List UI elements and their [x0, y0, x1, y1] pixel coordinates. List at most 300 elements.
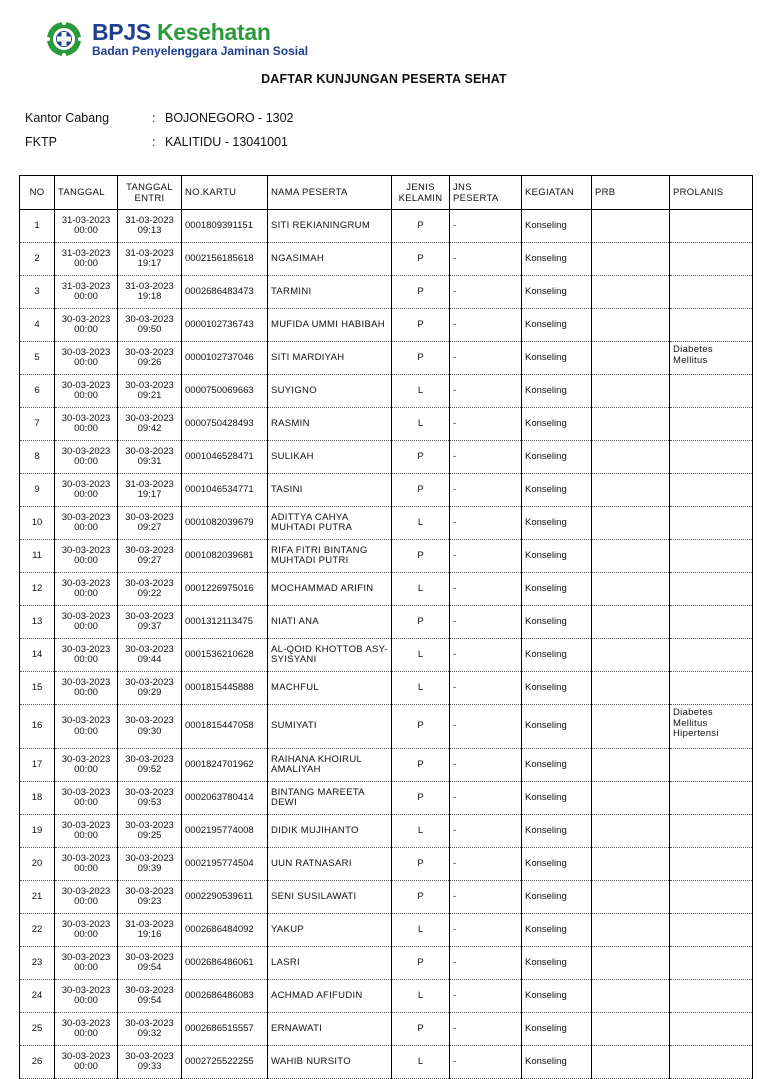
cell-prolanis: Diabetes Mellitus Hipertensi	[673, 707, 719, 739]
cell-no: 7	[34, 417, 40, 429]
header-prb: PRB	[592, 176, 670, 210]
cell-jns-peserta: -	[453, 615, 457, 627]
table-row	[20, 705, 753, 749]
cell-tanggal-date: 31-03-2023	[61, 280, 111, 292]
cell-tanggal-time: 00:00	[74, 962, 98, 973]
cell-jenis-kelamin: P	[417, 219, 424, 231]
cell-entri-time: 09:44	[137, 654, 162, 665]
cell-jenis-kelamin: P	[417, 351, 424, 363]
cell-entri-time: 09:31	[137, 456, 162, 467]
cell-tanggal-time: 00:00	[74, 830, 98, 841]
cell-jenis-kelamin: L	[417, 989, 424, 1001]
cell-nama-peserta: DIDIK MUJIHANTO	[271, 824, 359, 836]
cell-no-kartu: 0002195774504	[185, 857, 254, 869]
header-nama-peserta: NAMA PESERTA	[268, 176, 392, 210]
cell-kegiatan: Konseling	[525, 615, 567, 627]
cell-jenis-kelamin: P	[417, 758, 424, 770]
cell-entri-time: 09:52	[137, 764, 162, 775]
cell-no: 22	[31, 923, 43, 935]
cell-kegiatan: Konseling	[525, 956, 567, 968]
cell-entri-date: 30-03-2023	[125, 346, 174, 358]
cell-entri-date: 30-03-2023	[125, 819, 174, 831]
cell-jenis-kelamin: P	[417, 1022, 424, 1034]
cell-jns-peserta: -	[453, 384, 457, 396]
cell-tanggal-date: 30-03-2023	[61, 577, 111, 589]
cell-nama-peserta: SULIKAH	[271, 450, 314, 462]
cell-kegiatan: Konseling	[525, 318, 567, 330]
cell-entri-time: 19:18	[137, 291, 162, 302]
cell-entri-time: 09:54	[137, 962, 162, 973]
cell-no: 11	[32, 549, 42, 561]
cell-no: 19	[31, 824, 43, 836]
cell-entri-time: 09:53	[137, 797, 162, 808]
cell-kegiatan: Konseling	[525, 384, 567, 396]
cell-nama-peserta: UUN RATNASARI	[271, 857, 352, 869]
cell-no-kartu: 0001815447058	[185, 720, 254, 732]
cell-tanggal-date: 30-03-2023	[61, 984, 111, 996]
cell-tanggal-time: 00:00	[74, 863, 98, 874]
cell-no: 14	[31, 648, 43, 660]
table-row	[20, 947, 753, 980]
cell-jns-peserta: -	[453, 219, 457, 231]
cell-jenis-kelamin: P	[417, 857, 424, 869]
cell-entri-date: 30-03-2023	[125, 577, 174, 589]
cell-jenis-kelamin: L	[417, 582, 424, 594]
cell-entri-date: 31-03-2023	[125, 478, 174, 490]
cell-jns-peserta: -	[453, 857, 457, 869]
table-row	[20, 573, 753, 606]
cell-entri-date: 30-03-2023	[125, 885, 174, 897]
cell-nama-peserta: MACHFUL	[271, 681, 320, 693]
cell-nama-peserta: RIFA FITRI BINTANG MUHTADI PUTRI	[271, 544, 368, 566]
page-header	[44, 18, 308, 60]
cell-jns-peserta: -	[453, 450, 457, 462]
cell-no-kartu: 0000750428493	[185, 417, 254, 429]
cell-no: 12	[31, 582, 43, 594]
cell-tanggal-time: 00:00	[74, 225, 98, 236]
cell-no-kartu: 0001046528471	[185, 450, 254, 462]
cell-no: 1	[34, 219, 40, 231]
cell-tanggal-date: 30-03-2023	[61, 610, 111, 622]
cell-no: 9	[34, 483, 40, 495]
cell-kegiatan: Konseling	[525, 516, 567, 528]
cell-tanggal-date: 30-03-2023	[61, 445, 111, 457]
cell-jns-peserta: -	[453, 648, 457, 660]
cell-entri-time: 09:42	[137, 423, 162, 434]
cell-entri-time: 19:16	[137, 929, 162, 940]
cell-entri-time: 09:22	[137, 588, 162, 599]
cell-tanggal-time: 00:00	[74, 1061, 98, 1072]
cell-jns-peserta: -	[453, 989, 457, 1001]
cell-jns-peserta: -	[453, 758, 457, 770]
table-row	[20, 243, 753, 276]
cell-entri-time: 09:30	[137, 725, 162, 737]
cell-nama-peserta: AL-QOID KHOTTOB ASY-SYISYANI	[271, 643, 388, 665]
cell-jns-peserta: -	[453, 582, 457, 594]
cell-no-kartu: 0002686483473	[185, 285, 254, 297]
brand-text	[92, 20, 308, 58]
cell-kegiatan: Konseling	[525, 923, 567, 935]
cell-entri-time: 19:17	[137, 258, 162, 269]
cell-entri-date: 30-03-2023	[125, 984, 174, 996]
cell-tanggal-date: 30-03-2023	[61, 478, 111, 490]
header-tanggal-entri: TANGGAL ENTRI	[118, 176, 182, 210]
cell-tanggal-time: 00:00	[74, 764, 98, 775]
table-row	[20, 375, 753, 408]
cell-kegiatan: Konseling	[525, 791, 567, 803]
brand-subtitle: Badan Penyelenggara Jaminan Sosial	[92, 44, 309, 58]
table-row	[20, 540, 753, 573]
cell-jns-peserta: -	[453, 923, 457, 935]
table-row	[20, 309, 753, 342]
cell-tanggal-date: 30-03-2023	[61, 819, 111, 831]
cell-entri-date: 30-03-2023	[125, 1050, 174, 1062]
cell-no-kartu: 0002686484092	[185, 923, 254, 935]
cell-tanggal-time: 00:00	[74, 390, 98, 401]
cell-no: 5	[34, 351, 40, 363]
cell-kegiatan: Konseling	[525, 824, 567, 836]
cell-nama-peserta: SUMIYATI	[271, 720, 317, 732]
cell-entri-time: 09:21	[137, 390, 162, 401]
visit-table	[19, 175, 753, 1079]
brand-name	[92, 20, 308, 44]
cell-entri-time: 09:27	[137, 522, 162, 533]
cell-entri-date: 30-03-2023	[125, 544, 174, 556]
cell-jns-peserta: -	[453, 549, 457, 561]
cell-entri-time: 09:26	[137, 357, 162, 368]
cell-jns-peserta: -	[453, 483, 457, 495]
cell-no: 13	[31, 615, 43, 627]
cell-tanggal-date: 30-03-2023	[61, 1050, 111, 1062]
cell-tanggal-time: 00:00	[74, 654, 98, 665]
cell-tanggal-time: 00:00	[74, 929, 98, 940]
cell-no-kartu: 0001082039679	[185, 516, 254, 528]
cell-tanggal-time: 00:00	[74, 555, 98, 566]
cell-tanggal-time: 00:00	[74, 423, 98, 434]
cell-no-kartu: 0002290539611	[185, 890, 253, 902]
cell-no: 3	[34, 285, 40, 297]
table-row	[20, 672, 753, 705]
cell-entri-time: 09:23	[137, 896, 162, 907]
cell-nama-peserta: SENI SUSILAWATI	[271, 890, 357, 902]
cell-no: 18	[31, 791, 43, 803]
table-row	[20, 639, 753, 672]
cell-jns-peserta: -	[453, 351, 457, 363]
cell-no-kartu: 0002156185618	[185, 252, 254, 264]
cell-tanggal-time: 00:00	[74, 588, 98, 599]
cell-entri-time: 09:54	[137, 995, 162, 1006]
cell-no: 25	[31, 1022, 43, 1034]
cell-tanggal-time: 00:00	[74, 357, 98, 368]
cell-tanggal-time: 00:00	[74, 995, 98, 1006]
cell-kegiatan: Konseling	[525, 1022, 567, 1034]
table-row	[20, 606, 753, 639]
cell-no-kartu: 0001082039681	[185, 549, 254, 561]
cell-tanggal-time: 00:00	[74, 258, 98, 269]
header-no: NO	[20, 176, 55, 210]
cell-kegiatan: Konseling	[525, 549, 567, 561]
cell-no-kartu: 0001536210628	[185, 648, 254, 660]
cell-tanggal-time: 00:00	[74, 1028, 98, 1039]
cell-tanggal-date: 30-03-2023	[61, 1017, 111, 1029]
cell-no-kartu: 0001809391151	[185, 219, 253, 231]
cell-entri-date: 30-03-2023	[125, 412, 174, 424]
cell-entri-time: 09:33	[137, 1061, 162, 1072]
cell-tanggal-date: 30-03-2023	[61, 852, 111, 864]
cell-jenis-kelamin: P	[417, 890, 424, 902]
cell-jns-peserta: -	[453, 1022, 457, 1034]
table-row	[20, 210, 753, 243]
cell-nama-peserta: MOCHAMMAD ARIFIN	[271, 582, 374, 594]
cell-kegiatan: Konseling	[525, 285, 567, 297]
cell-no: 23	[31, 956, 43, 968]
cell-jenis-kelamin: L	[417, 384, 424, 396]
cell-nama-peserta: ACHMAD AFIFUDIN	[271, 989, 363, 1001]
kantor-cabang-value: BOJONEGORO - 1302	[165, 111, 294, 125]
cell-jns-peserta: -	[453, 285, 457, 297]
cell-tanggal-date: 30-03-2023	[61, 676, 111, 688]
table-row	[20, 408, 753, 441]
cell-tanggal-date: 30-03-2023	[61, 715, 111, 726]
cell-no: 6	[34, 384, 40, 396]
table-row	[20, 441, 753, 474]
cell-jns-peserta: -	[453, 890, 457, 902]
cell-jenis-kelamin: P	[417, 956, 424, 968]
cell-no-kartu: 0001824701962	[185, 758, 254, 770]
bpjs-logo-icon	[44, 19, 84, 59]
cell-entri-date: 30-03-2023	[125, 786, 174, 798]
header-jns-peserta: JNS PESERTA	[450, 176, 522, 210]
cell-kegiatan: Konseling	[525, 758, 567, 770]
table-row	[20, 276, 753, 309]
cell-no-kartu: 0000102737046	[185, 351, 254, 363]
cell-no: 10	[31, 516, 43, 528]
cell-kegiatan: Konseling	[525, 483, 567, 495]
cell-tanggal-time: 00:00	[74, 797, 98, 808]
table-row	[20, 342, 753, 375]
cell-kegiatan: Konseling	[525, 890, 567, 902]
cell-jenis-kelamin: P	[417, 285, 424, 297]
cell-entri-time: 19:17	[137, 489, 162, 500]
cell-no-kartu: 0001226975016	[185, 582, 254, 594]
cell-kegiatan: Konseling	[525, 989, 567, 1001]
cell-jenis-kelamin: P	[417, 483, 424, 495]
cell-nama-peserta: MUFIDA UMMI HABIBAH	[271, 318, 385, 330]
cell-jenis-kelamin: P	[417, 615, 424, 627]
cell-jns-peserta: -	[453, 791, 457, 803]
cell-entri-date: 30-03-2023	[125, 610, 174, 622]
cell-tanggal-date: 31-03-2023	[61, 214, 111, 226]
cell-nama-peserta: TASINI	[271, 483, 303, 495]
cell-kegiatan: Konseling	[525, 219, 567, 231]
cell-entri-date: 30-03-2023	[125, 715, 174, 726]
cell-no: 16	[31, 720, 43, 732]
cell-kegiatan: Konseling	[525, 417, 567, 429]
cell-kegiatan: Konseling	[525, 582, 567, 594]
header-jenis-kelamin: JENIS KELAMIN	[392, 176, 450, 210]
cell-jenis-kelamin: P	[417, 252, 424, 264]
cell-tanggal-date: 30-03-2023	[61, 643, 111, 655]
cell-nama-peserta: ADITTYA CAHYA MUHTADI PUTRA	[271, 511, 353, 533]
fktp-label: FKTP	[25, 135, 57, 149]
cell-entri-date: 31-03-2023	[125, 214, 174, 226]
table-row	[20, 474, 753, 507]
cell-nama-peserta: LASRI	[271, 956, 300, 968]
cell-jenis-kelamin: P	[417, 450, 424, 462]
cell-kegiatan: Konseling	[525, 720, 567, 732]
cell-kegiatan: Konseling	[525, 252, 567, 264]
cell-no: 4	[34, 318, 40, 330]
cell-jenis-kelamin: L	[417, 417, 424, 429]
cell-entri-date: 30-03-2023	[125, 852, 174, 864]
cell-tanggal-date: 31-03-2023	[61, 247, 111, 259]
table-row	[20, 980, 753, 1013]
table-row	[20, 848, 753, 881]
table-row	[20, 782, 753, 815]
cell-no-kartu: 0002725522255	[185, 1055, 254, 1067]
cell-no-kartu: 0002686486061	[185, 956, 254, 968]
cell-jns-peserta: -	[453, 681, 457, 693]
cell-no-kartu: 0002686486083	[185, 989, 254, 1001]
cell-jns-peserta: -	[453, 824, 457, 836]
cell-nama-peserta: SITI MARDIYAH	[271, 351, 345, 363]
cell-jenis-kelamin: L	[417, 824, 424, 836]
cell-kegiatan: Konseling	[525, 648, 567, 660]
cell-tanggal-date: 30-03-2023	[61, 379, 111, 391]
cell-tanggal-time: 00:00	[74, 522, 98, 533]
cell-no-kartu: 0000750069663	[185, 384, 254, 396]
cell-jns-peserta: -	[453, 417, 457, 429]
cell-tanggal-time: 00:00	[74, 291, 98, 302]
cell-entri-time: 09:37	[137, 621, 162, 632]
cell-nama-peserta: WAHIB NURSITO	[271, 1055, 351, 1067]
cell-nama-peserta: ERNAWATI	[271, 1022, 323, 1034]
cell-no: 26	[31, 1055, 43, 1067]
table-row	[20, 1013, 753, 1046]
cell-kegiatan: Konseling	[525, 351, 567, 363]
cell-jenis-kelamin: L	[417, 681, 424, 693]
cell-jenis-kelamin: L	[417, 923, 424, 935]
cell-no: 17	[31, 758, 43, 770]
cell-entri-date: 30-03-2023	[125, 753, 174, 765]
cell-no-kartu: 0001312113475	[185, 615, 253, 627]
cell-tanggal-date: 30-03-2023	[61, 313, 111, 325]
cell-nama-peserta: RASMIN	[271, 417, 310, 429]
header-tanggal: TANGGAL	[55, 176, 118, 210]
cell-tanggal-date: 30-03-2023	[61, 544, 111, 556]
cell-jns-peserta: -	[453, 516, 457, 528]
cell-jns-peserta: -	[453, 318, 457, 330]
cell-tanggal-date: 30-03-2023	[61, 753, 111, 765]
cell-no: 15	[31, 681, 43, 693]
cell-prolanis: Diabetes Mellitus	[673, 344, 713, 366]
cell-nama-peserta: TARMINI	[271, 285, 312, 297]
cell-entri-date: 30-03-2023	[125, 643, 174, 655]
table-row	[20, 1046, 753, 1079]
kantor-cabang-separator: :	[152, 111, 156, 125]
cell-entri-date: 31-03-2023	[125, 918, 174, 930]
table-row	[20, 507, 753, 540]
table-row	[20, 914, 753, 947]
table-row	[20, 749, 753, 782]
fktp-separator: :	[152, 135, 156, 149]
cell-jenis-kelamin: P	[417, 720, 424, 732]
cell-jenis-kelamin: P	[417, 549, 424, 561]
header-prolanis: PROLANIS	[670, 176, 753, 210]
cell-entri-date: 30-03-2023	[125, 445, 174, 457]
table-header-row	[20, 176, 753, 210]
cell-entri-date: 30-03-2023	[125, 379, 174, 391]
brand-kesehatan: Kesehatan	[156, 19, 271, 45]
cell-jenis-kelamin: L	[417, 1055, 424, 1067]
cell-jns-peserta: -	[453, 720, 457, 732]
cell-entri-time: 09:32	[137, 1028, 162, 1039]
cell-no: 24	[31, 989, 43, 1001]
cell-entri-time: 09:27	[137, 555, 162, 566]
cell-jenis-kelamin: L	[417, 648, 424, 660]
cell-no-kartu: 0002195774008	[185, 824, 254, 836]
cell-entri-time: 09:29	[137, 687, 162, 698]
cell-jenis-kelamin: P	[417, 318, 424, 330]
cell-entri-date: 30-03-2023	[125, 676, 174, 688]
cell-no-kartu: 0001815445888	[185, 681, 254, 693]
cell-jns-peserta: -	[453, 252, 457, 264]
cell-tanggal-date: 30-03-2023	[61, 951, 111, 963]
cell-jenis-kelamin: P	[417, 791, 424, 803]
cell-tanggal-date: 30-03-2023	[61, 511, 111, 523]
cell-entri-time: 09:13	[137, 225, 162, 236]
cell-tanggal-time: 00:00	[74, 621, 98, 632]
cell-entri-time: 09:50	[137, 324, 162, 335]
cell-nama-peserta: SUYIGNO	[271, 384, 317, 396]
cell-jenis-kelamin: L	[417, 516, 424, 528]
cell-entri-date: 30-03-2023	[125, 1017, 174, 1029]
cell-tanggal-time: 00:00	[74, 687, 98, 698]
cell-no: 2	[34, 252, 40, 264]
cell-kegiatan: Konseling	[525, 1055, 567, 1067]
cell-entri-date: 31-03-2023	[125, 247, 174, 259]
fktp-value: KALITIDU - 13041001	[165, 135, 288, 149]
cell-entri-time: 09:39	[137, 863, 162, 874]
cell-jns-peserta: -	[453, 1055, 457, 1067]
cell-tanggal-date: 30-03-2023	[61, 346, 111, 358]
cell-nama-peserta: SITI REKIANINGRUM	[271, 219, 371, 231]
cell-no-kartu: 0000102736743	[185, 318, 254, 330]
cell-nama-peserta: RAIHANA KHOIRUL AMALIYAH	[271, 753, 362, 775]
cell-tanggal-date: 30-03-2023	[61, 918, 111, 930]
cell-no-kartu: 0002686515557	[185, 1022, 254, 1034]
brand-bpjs: BPJS	[92, 19, 151, 45]
cell-no: 20	[31, 857, 43, 869]
cell-kegiatan: Konseling	[525, 857, 567, 869]
table-row	[20, 815, 753, 848]
cell-tanggal-time: 00:00	[74, 456, 98, 467]
cell-tanggal-time: 00:00	[74, 725, 98, 737]
cell-tanggal-time: 00:00	[74, 489, 98, 500]
cell-tanggal-time: 00:00	[74, 324, 98, 335]
cell-entri-date: 31-03-2023	[125, 280, 174, 292]
cell-tanggal-time: 00:00	[74, 896, 98, 907]
kantor-cabang-label: Kantor Cabang	[25, 111, 110, 125]
cell-nama-peserta: BINTANG MAREETA DEWI	[271, 786, 365, 808]
cell-kegiatan: Konseling	[525, 681, 567, 693]
cell-entri-date: 30-03-2023	[125, 313, 174, 325]
cell-kegiatan: Konseling	[525, 450, 567, 462]
cell-entri-time: 09:25	[137, 830, 162, 841]
cell-jns-peserta: -	[453, 956, 457, 968]
cell-no-kartu: 0001046534771	[185, 483, 254, 495]
cell-nama-peserta: NIATI ANA	[271, 615, 319, 627]
